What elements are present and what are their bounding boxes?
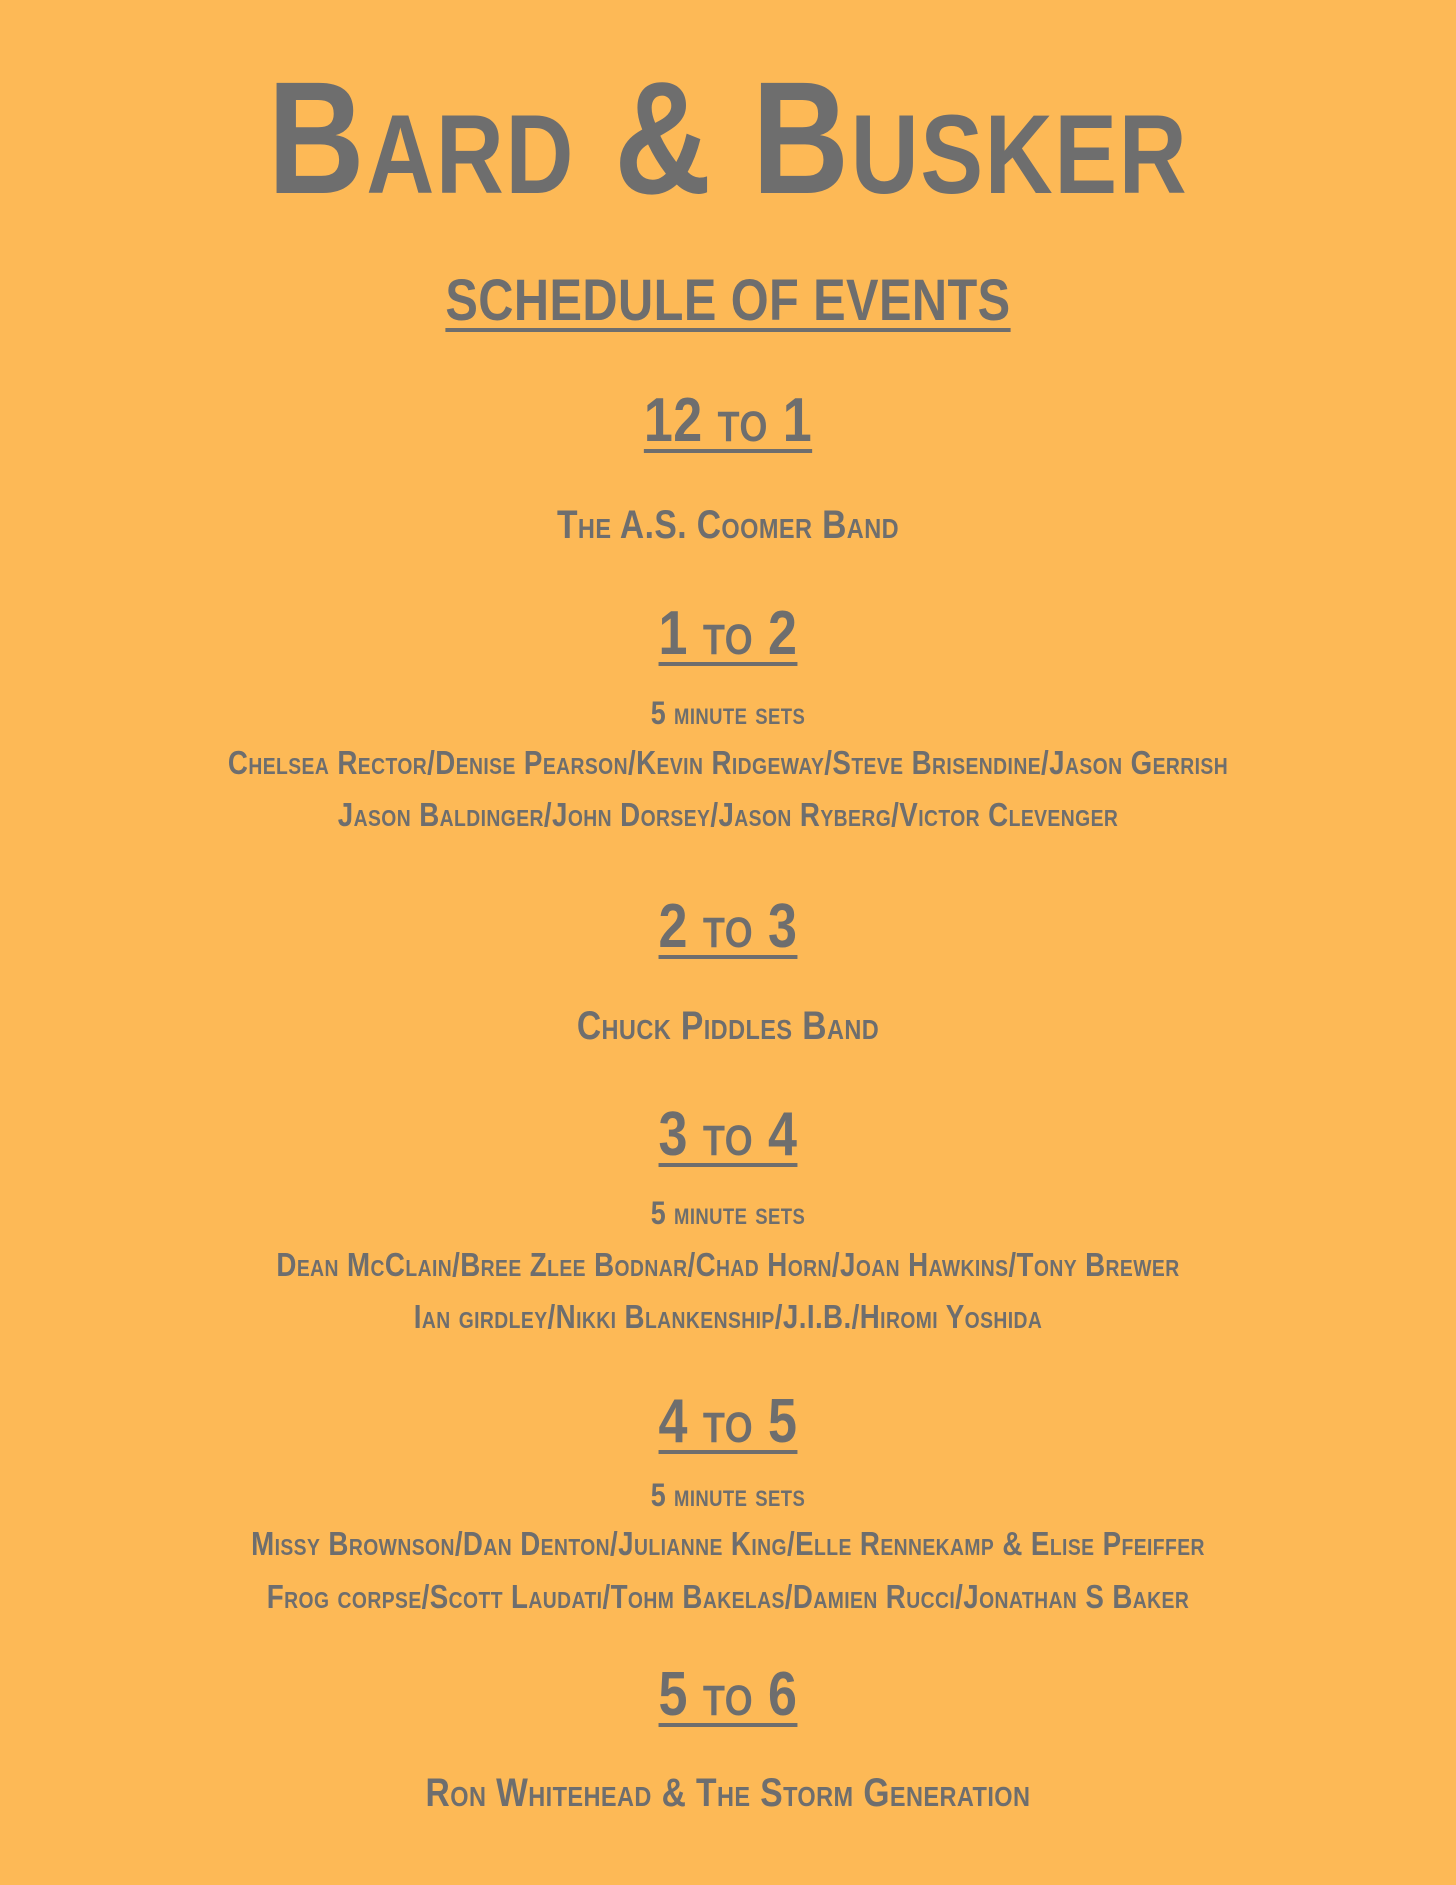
time-slot-2-to-3: 2 to 3 <box>658 892 798 961</box>
time-slot-4-to-5: 4 to 5 <box>658 1387 798 1456</box>
set-length-note: 5 minute sets <box>650 695 806 731</box>
performer-list-line-1: Dean McClain/Bree Zlee Bodnar/Chad Horn/Joan Hawkins/Tony Brewer <box>276 1246 1180 1283</box>
set-length-note: 5 minute sets <box>650 1195 806 1231</box>
performer-list-line-2: Ian girdley/Nikki Blankenship/J.I.B./Hiromi Yoshida <box>413 1298 1043 1335</box>
time-slot-3-to-4: 3 to 4 <box>658 1100 798 1169</box>
act-name: Ron Whitehead & The Storm Generation <box>425 1771 1031 1815</box>
time-slot-5-to-6: 5 to 6 <box>658 1660 798 1729</box>
performer-list-line-1: Chelsea Rector/Denise Pearson/Kevin Ridgeway/Steve Brisendine/Jason Gerrish <box>227 744 1229 781</box>
time-slot-12-to-1: 12 to 1 <box>643 386 813 455</box>
performer-list-line-1: Missy Brownson/Dan Denton/Julianne King/Elle Rennekamp & Elise Pfeiffer <box>251 1525 1205 1562</box>
schedule-heading: SCHEDULE OF EVENTS <box>445 268 1011 333</box>
performer-list-line-2: Frog corpse/Scott Laudati/Tohm Bakelas/Damien Rucci/Jonathan S Baker <box>266 1578 1190 1615</box>
poster-title: Bard & Busker <box>267 48 1189 227</box>
set-length-note: 5 minute sets <box>650 1477 806 1513</box>
time-slot-1-to-2: 1 to 2 <box>658 599 798 668</box>
act-name: The A.S. Coomer Band <box>556 503 900 547</box>
performer-list-line-2: Jason Baldinger/John Dorsey/Jason Ryberg/Victor Clevenger <box>337 796 1119 833</box>
act-name: Chuck Piddles Band <box>576 1004 880 1048</box>
